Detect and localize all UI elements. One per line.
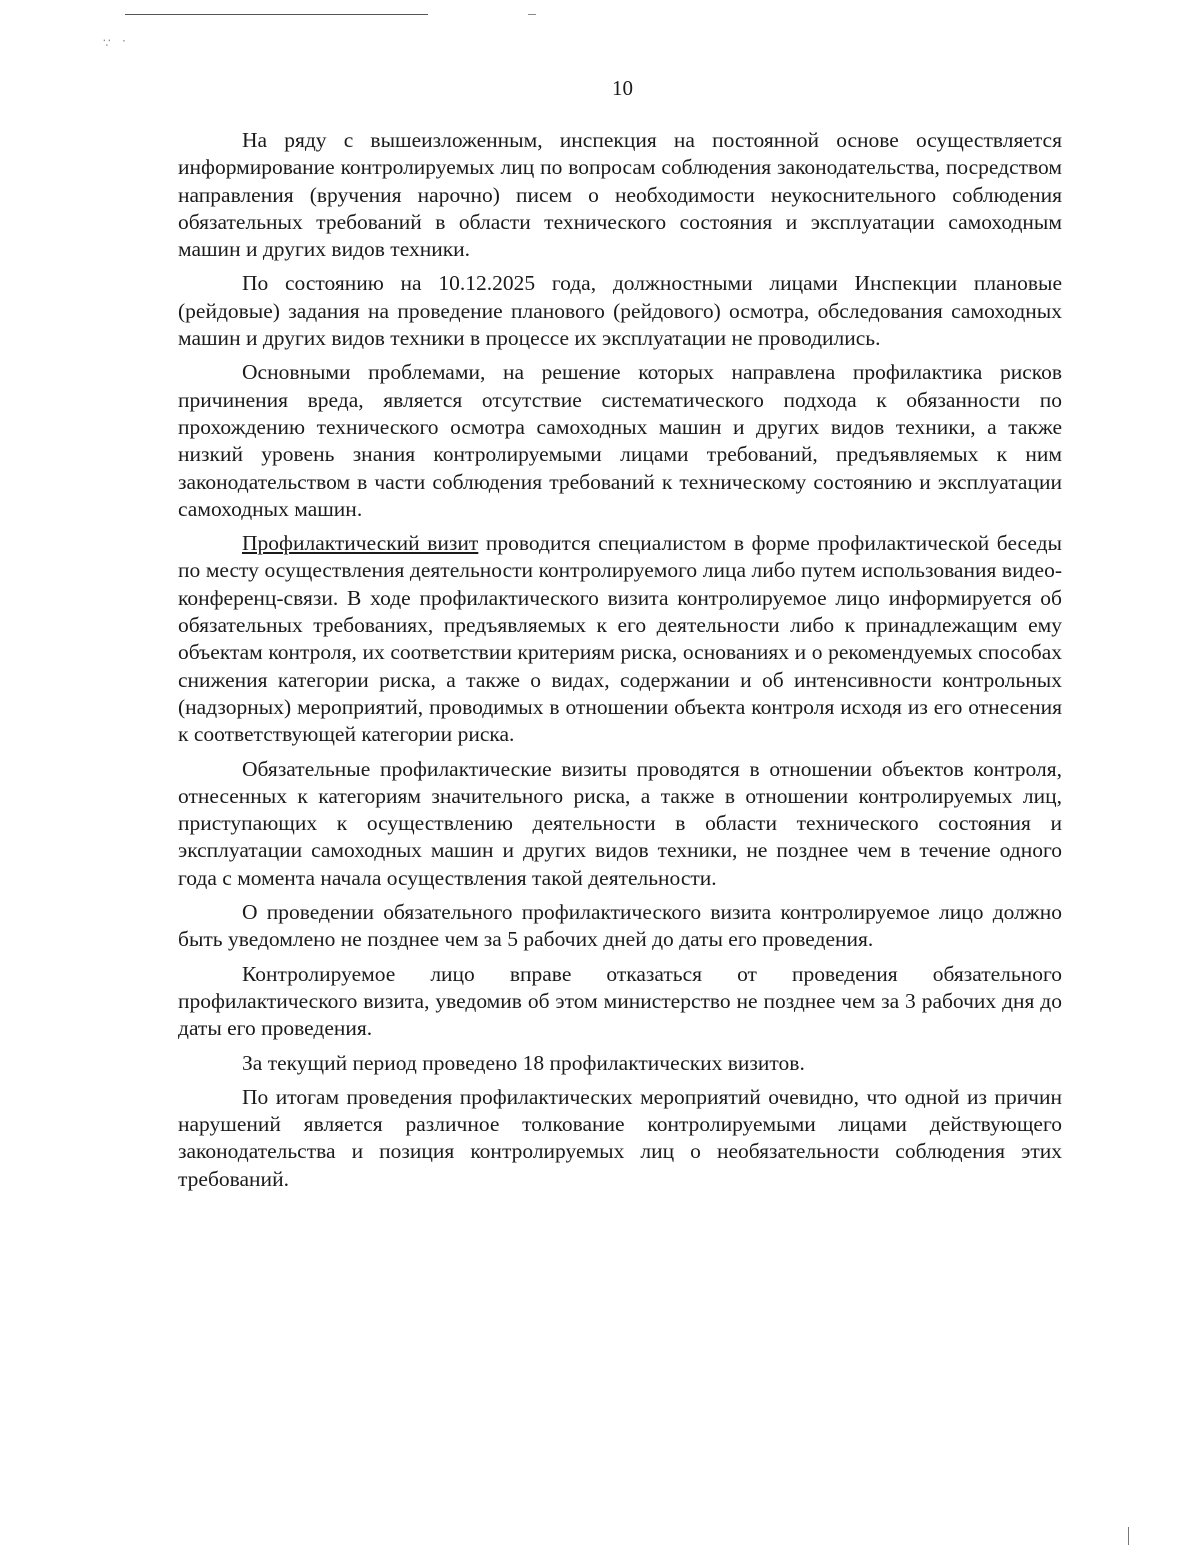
- paragraph-preventive-visit: [178, 530, 1062, 748]
- preventive-visit-term: Профилактический визит: [242, 531, 479, 556]
- scan-speck: ·: [122, 34, 126, 48]
- header-rule: [125, 14, 428, 15]
- paragraph-notification: О проведении обязательного профилактического визита контролируемое лицо должно быть уведомлено не позднее чем за 5 рабочих дней до даты его проведения.: [178, 900, 1062, 952]
- paragraph-main-problems: Основными проблемами, на решение которых направлена профилактика рисков причинения вреда, является отсутствие систематического подхода к обязанности по прохождению технического осмотра самоходных машин и других видов техники, а также низкий уровень знания контролируемыми лицами требований, предъявляемых к ним законодательством в части соблюдения требований к техническому состоянию и эксплуатации самоходных машин.: [178, 360, 1062, 521]
- scan-speck: ∵: [103, 36, 111, 50]
- scan-edge-mark: [1128, 1527, 1129, 1545]
- paragraph-conclusion: По итогам проведения профилактических мероприятий очевидно, что одной из причин нарушений является различное толкование контролируемыми лицами действующего законодательства и позиция контролируемых лиц о необязательности соблюдения этих требований.: [178, 1084, 1062, 1191]
- document-body: [178, 127, 1062, 1200]
- paragraph-informing: На ряду с вышеизложенным, инспекция на постоянной основе осуществляется информирование контролируемых лиц по вопросам соблюдения законодательства, посредством направления (вручения нарочно) писем о необходимости неукоснительного соблюдения обязательных требований в области технического состояния и эксплуатации самоходным машин и других видов техники.: [178, 128, 1062, 262]
- paragraph-raid-inspections: По состоянию на 10.12.2025 года, должностными лицами Инспекции плановые (рейдовые) задания на проведение планового (рейдового) осмотра, обследования самоходных машин и других видов техники в процессе их эксплуатации не проводились.: [178, 271, 1062, 351]
- paragraph-visit-count: За текущий период проведено 18 профилактических визитов.: [242, 1050, 805, 1075]
- header-rule-dash: [528, 14, 536, 15]
- paragraph-refusal: Контролируемое лицо вправе отказаться от проведения обязательного профилактического визита, уведомив об этом министерство не позднее чем за 3 рабочих дня до даты его проведения.: [178, 961, 1062, 1041]
- page-number: 10: [612, 76, 633, 100]
- paragraph-mandatory-visits: Обязательные профилактические визиты проводятся в отношении объектов контроля, отнесенных к категориям значительного риска, а также в отношении контролируемых лиц, приступающих к осуществлению деятельности в области технического состояния и эксплуатации самоходных машин и других видов техники, не позднее чем в течение одного года с момента начала осуществления такой деятельности.: [178, 756, 1062, 890]
- preventive-visit-text: проводится специалистом в форме профилактической беседы по месту осуществления деятельности контролируемого лица либо путем использования видео-конференц-связи. В ходе профилактического визита контролируемое лицо информируется об обязательных требованиях, предъявляемых к его деятельности либо к принадлежащим ему объектам контроля, их соответствии критериям риска, основаниях и о рекомендуемых способах снижения категории риска, а также о видах, содержании и об интенсивности контрольных (надзорных) мероприятий, проводимых в отношении объекта контроля исходя из его отнесения к соответствующей категории риска.: [178, 531, 1062, 747]
